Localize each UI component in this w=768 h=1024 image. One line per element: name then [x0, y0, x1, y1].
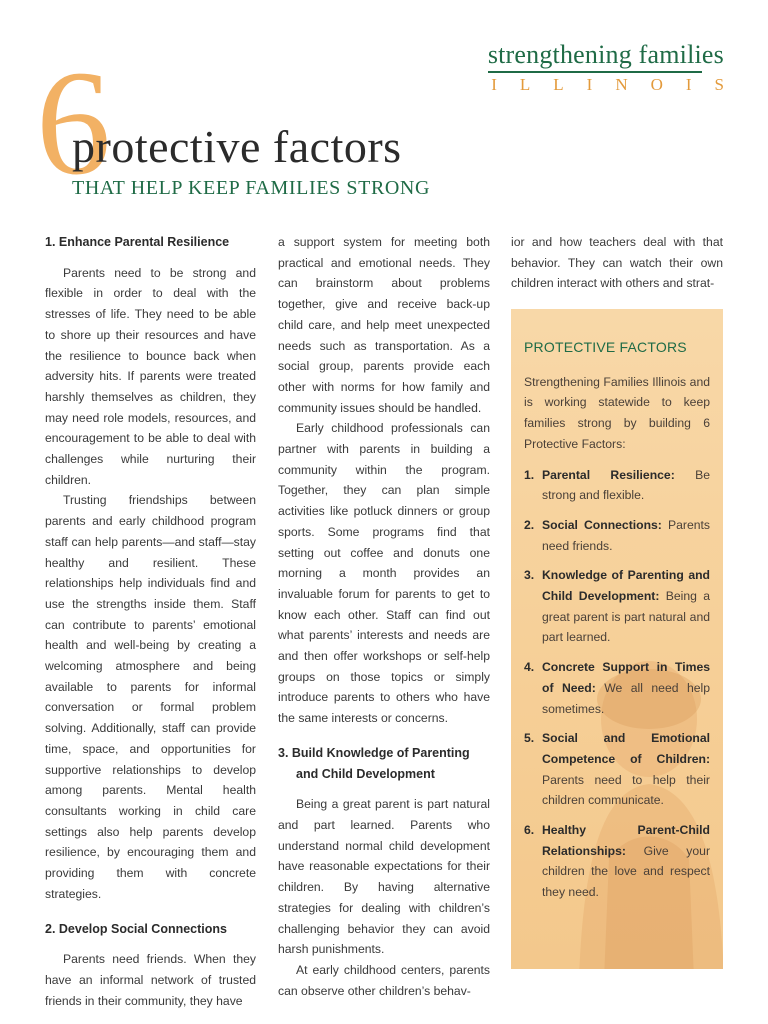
factor-description: Give your children the love and respect they need. — [542, 843, 711, 900]
brand-divider — [488, 71, 702, 73]
list-number: 1. — [524, 467, 535, 482]
article-column-1 — [45, 232, 256, 1011]
list-item — [524, 515, 710, 556]
brand-state: ILLINOIS — [491, 75, 747, 94]
list-item — [524, 728, 710, 811]
factor-description: Parents need friends. — [542, 517, 710, 553]
factor-term: Social Connections: — [542, 517, 662, 532]
protective-factors-sidebar — [511, 309, 723, 969]
paragraph: a support system for meeting both practical and emotional needs. They can brainstorm about problems together, give and receive back-up child care, and help meet unexpected needs such as transportation. As a social group, parents provide each other with norms for how family and community issues should be handled. — [278, 235, 490, 415]
page-subtitle: THAT HELP KEEP FAMILIES STRONG — [72, 177, 431, 199]
list-item — [524, 657, 710, 719]
section-heading-2: 2. Develop Social Connections — [45, 921, 227, 936]
brand-logo — [487, 40, 747, 94]
list-number: 5. — [524, 731, 535, 746]
factor-description: Parents need to help their children communicate. — [542, 772, 710, 808]
protective-factors-list — [524, 465, 710, 903]
factor-term: Knowledge of Parenting and Child Development: — [542, 568, 710, 604]
paragraph: At early childhood centers, parents can observe other children’s behav- — [278, 962, 490, 998]
page-title: protective factors — [72, 121, 402, 172]
factor-term: Parental Resilience: — [542, 467, 675, 482]
list-number: 2. — [524, 517, 535, 532]
paragraph: ior and how teachers deal with that behavior. They can watch their own children interact with others and strat- — [511, 235, 723, 291]
list-number: 4. — [524, 660, 535, 675]
title-number: 6 — [36, 40, 111, 206]
list-item — [524, 565, 710, 648]
sidebar-intro: Strengthening Families Illinois and is working statewide to keep families strong by building 6 Protective Factors: — [524, 374, 710, 451]
paragraph: Being a great parent is part natural and part learned. Parents who understand normal child development have reasonable expectations for their children. By having alternative strategies for dealing with children’s challenging behavior they can avoid harsh punishments. — [278, 797, 490, 957]
list-item — [524, 465, 710, 506]
paragraph: Trusting friendships between parents and early childhood program staff can help parents—and staff—stay healthy and resilient. These relationships help individuals find and use the strengths inside them. Staff can contribute to parents’ emotional health and well-being by creating a welcoming atmosphere and being available to parents for informal conversation or formal problem solving. Additionally, staff can provide time, space, and opportunities for supportive relationships to develop among parents. Mental health consultants working in child care settings also help parents develop resilience, by encouraging them and providing them with concrete strategies. — [45, 493, 256, 901]
paragraph: Parents need friends. When they have an informal network of trusted friends in their community, they have — [45, 952, 256, 1008]
section-heading-1: 1. Enhance Parental Resilience — [45, 235, 230, 249]
factor-term: Concrete Support in Times of Need: — [542, 660, 710, 695]
factor-description: Being a great parent is part natural and part learned. — [542, 589, 711, 645]
article-column-3 — [511, 232, 723, 294]
factor-term: Healthy Parent-Child Relationships: — [542, 823, 710, 858]
list-number: 3. — [524, 568, 535, 583]
sidebar-title: PROTECTIVE FACTORS — [524, 339, 687, 355]
list-item — [524, 820, 710, 903]
paragraph: Early childhood professionals can partner with parents in building a community within the program. Together, they can plan simple activities like potluck dinners or group sports. Some programs find that setting out coffee and donuts one morning a month provides an invaluable forum for parents to get to know each other. Staff can find out what parents’ interests and needs are and then offer workshops or self-help groups on those topics or simply introduce parents to others who have the same interests or concerns. — [278, 421, 490, 726]
list-number: 6. — [524, 823, 535, 838]
factor-description: We all need help sometimes. — [542, 680, 711, 716]
factor-description: Be strong and flexible. — [542, 467, 710, 503]
article-column-2 — [278, 232, 490, 1001]
paragraph: Parents need to be strong and flexible in order to deal with the stresses of life. They need to be able to shore up their resources and have the resilience to bounce back when adversity hits. If parents were treated harshly themselves as children, they may need role models, resources, and encouragement to be able to deal with challenges while nurturing their children. — [45, 265, 256, 487]
section-heading-3: 3. Build Knowledge of Parenting and Child Development — [278, 745, 470, 781]
factor-term: Social and Emotional Competence of Children: — [542, 731, 710, 766]
brand-name: strengthening families — [487, 40, 724, 69]
